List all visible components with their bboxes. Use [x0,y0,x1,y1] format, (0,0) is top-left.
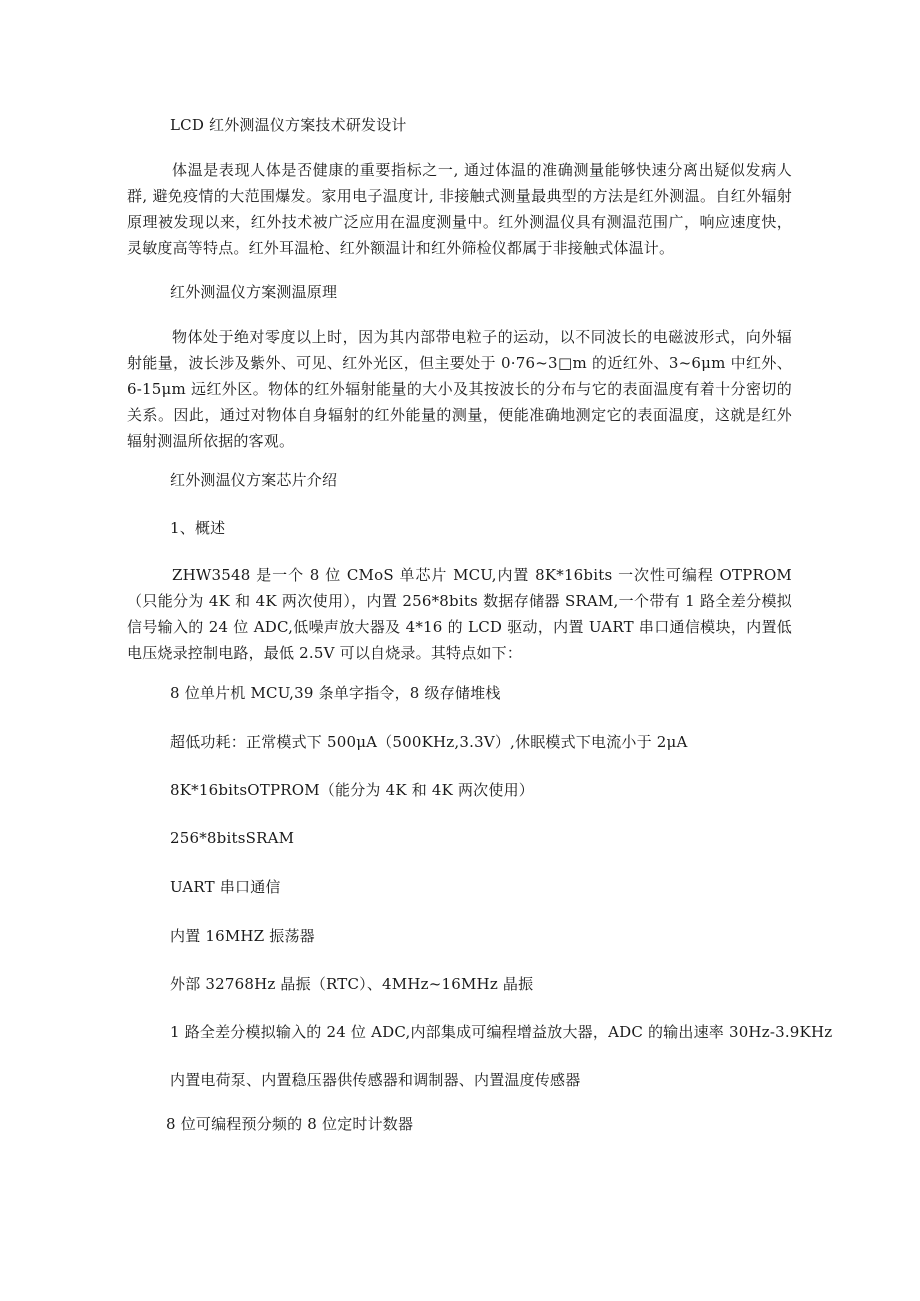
feature-item: 256*8bitsSRAM [170,829,295,847]
feature-item: UART 串口通信 [170,878,281,896]
feature-item: 8 位单片机 MCU,39 条单字指令，8 级存储堆栈 [170,684,501,702]
feature-item: 内置电荷泵、内置稳压器供传感器和调制器、内置温度传感器 [170,1071,581,1089]
feature-item: 8 位可编程预分频的 8 位定时计数器 [166,1115,414,1133]
feature-item: 超低功耗：正常模式下 500μA（500KHz,3.3V）,休眠模式下电流小于 2μA [170,733,688,751]
subsection-heading-overview: 1、概述 [170,519,226,537]
section-heading-principle: 红外测温仪方案测温原理 [170,283,338,301]
document-title: LCD 红外测温仪方案技术研发设计 [170,116,407,134]
section-heading-chip: 红外测温仪方案芯片介绍 [170,471,338,489]
feature-item: 内置 16MHZ 振荡器 [170,927,315,945]
feature-item: 外部 32768Hz 晶振（RTC）、4MHz~16MHz 晶振 [170,975,534,993]
overview-paragraph: ZHW3548 是一个 8 位 CMoS 单芯片 MCU,内置 8K*16bits 一次性可编程 OTPROM（只能分为 4K 和 4K 两次使用），内置 256*8bits 数据存储器 SRAM,一个带有 1 路全差分模拟信号输入的 24 位 ADC,低噪声放大器及 4*16 的 LCD 驱动，内置 UART 串口通信模块，内置低电压烧录控制电路，最低 2.5V 可以自烧录。其特点如下： [127,566,792,662]
feature-item: 8K*16bitsOTPROM（能分为 4K 和 4K 两次使用） [170,781,534,799]
feature-item: 1 路全差分模拟输入的 24 位 ADC,内部集成可编程增益放大器，ADC 的输出速率 30Hz-3.9KHz [170,1023,833,1041]
principle-paragraph: 物体处于绝对零度以上时，因为其内部带电粒子的运动，以不同波长的电磁波形式，向外辐射能量，波长涉及紫外、可见、红外光区，但主要处于 0·76~3□m 的近红外、3~6μm 中红外、6-15μm 远红外区。物体的红外辐射能量的大小及其按波长的分布与它的表面温度有着十分密切的关系。因此，通过对物体自身辐射的红外能量的测量，便能准确地测定它的表面温度，这就是红外辐射测温所依据的客观。 [127,328,792,450]
intro-paragraph: 体温是表现人体是否健康的重要指标之一, 通过体温的准确测量能够快速分离出疑似发病人群, 避免疫情的大范围爆发。家用电子温度计, 非接触式测量最典型的方法是红外测温。自红外辐射原理被发现以来，红外技术被广泛应用在温度测量中。红外测温仪具有测温范围广，响应速度快，灵敏度高等特点。红外耳温枪、红外额温计和红外筛检仪都属于非接触式体温计。 [127,161,792,257]
